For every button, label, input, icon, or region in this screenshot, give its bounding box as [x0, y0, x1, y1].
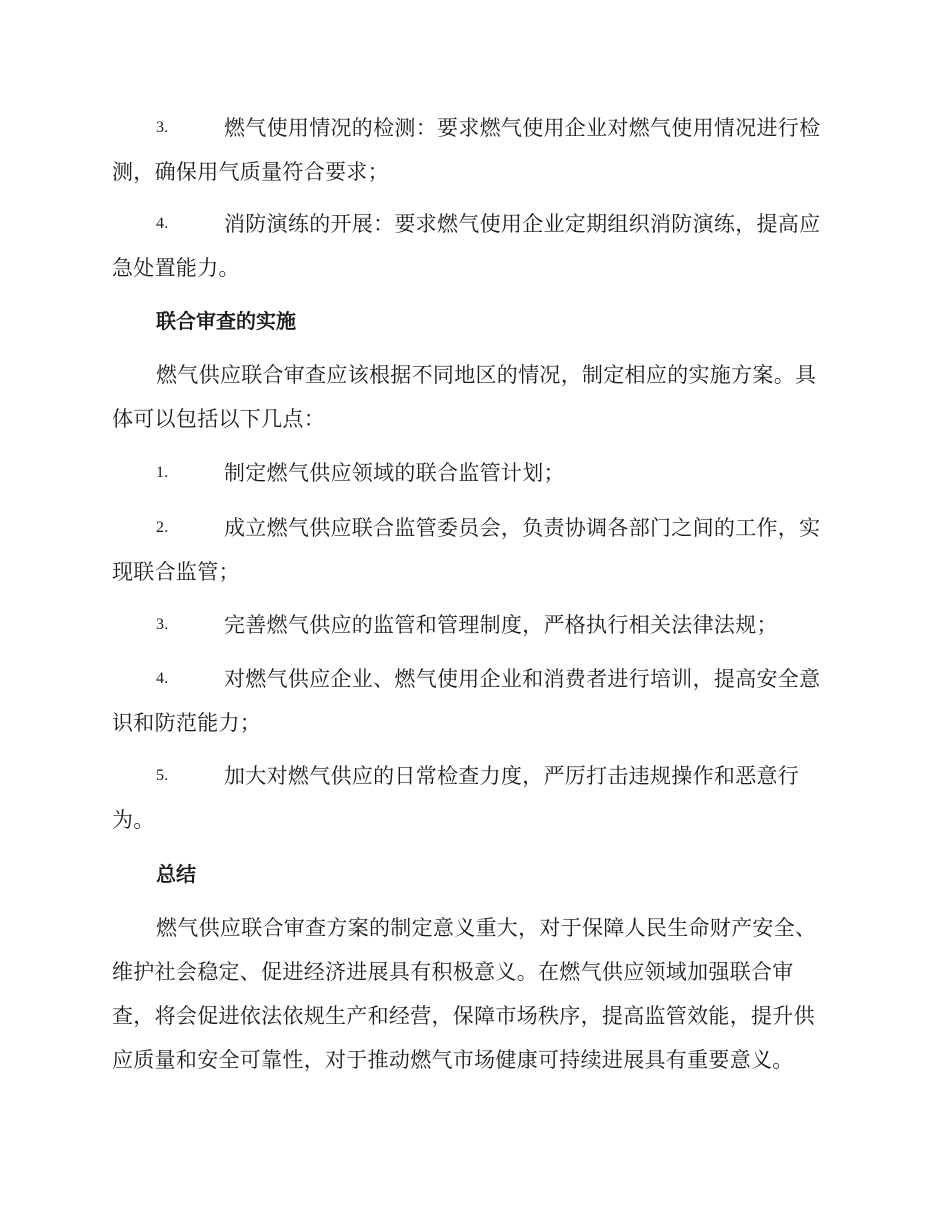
paragraph: 燃气供应联合审查应该根据不同地区的情况，制定相应的实施方案。具体可以包括以下几点：	[112, 363, 817, 431]
list-number: 1.	[156, 464, 169, 481]
list-item	[112, 754, 836, 842]
list-number: 5.	[156, 767, 169, 784]
list-number: 4.	[156, 215, 169, 232]
list-number: 4.	[156, 670, 169, 687]
list-item	[112, 657, 836, 745]
list-item	[112, 106, 836, 194]
list-number: 2.	[156, 519, 169, 536]
list-text: 加大对燃气供应的日常检查力度，严厉打击违规操作和恶意行为。	[112, 764, 800, 832]
section-heading: 联合审查的实施	[156, 309, 296, 333]
list-item	[112, 451, 836, 495]
list-text: 燃气使用情况的检测：要求燃气使用企业对燃气使用情况进行检测，确保用气质量符合要求；	[112, 116, 821, 184]
list-text: 成立燃气供应联合监管委员会，负责协调各部门之间的工作，实现联合监管；	[112, 516, 821, 584]
list-text: 制定燃气供应领域的联合监管计划；	[224, 461, 565, 485]
paragraph: 燃气供应联合审查方案的制定意义重大，对于保障人民生命财产安全、维护社会稳定、促进经济进展具有积极意义。在燃气供应领域加强联合审查，将会促进依法依规生产和经营，保障市场秩序，提高监管效能，提升供应质量和安全可靠性，对于推动燃气市场健康可持续进展具有重要意义。	[112, 916, 817, 1072]
list-text: 对燃气供应企业、燃气使用企业和消费者进行培训，提高安全意识和防范能力；	[112, 667, 821, 735]
list-item	[112, 603, 836, 647]
list-item	[112, 506, 836, 594]
list-text: 消防演练的开展：要求燃气使用企业定期组织消防演练，提高应急处置能力。	[112, 212, 821, 280]
list-item	[112, 202, 836, 290]
list-text: 完善燃气供应的监管和管理制度，严格执行相关法律法规；	[224, 613, 778, 637]
section-heading: 总结	[156, 862, 196, 886]
list-number: 3.	[156, 119, 169, 136]
list-number: 3.	[156, 616, 169, 633]
